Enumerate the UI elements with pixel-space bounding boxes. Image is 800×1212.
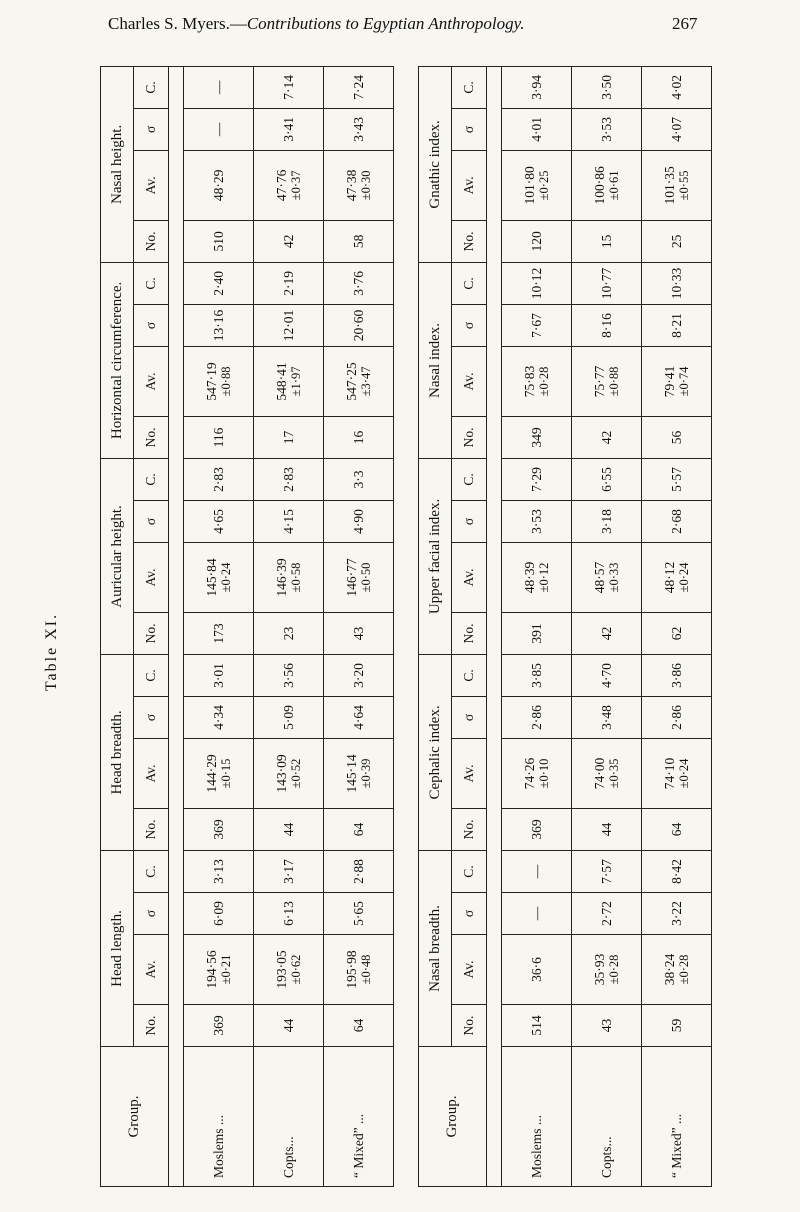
- cell-sigma: 3·53: [572, 108, 642, 150]
- cell-sigma: 2·86: [502, 696, 572, 738]
- average-value: 47·38: [343, 169, 359, 202]
- average-value: 193·05: [273, 950, 289, 989]
- column-header-sigma: σ: [451, 696, 486, 738]
- cell-average: [184, 150, 254, 220]
- cell-coefficient: 2·40: [184, 262, 254, 304]
- right-table: [418, 66, 712, 1187]
- column-header-no: No.: [451, 1005, 486, 1047]
- cell-average: [254, 150, 324, 220]
- section-header: Gnathic index.: [419, 66, 452, 262]
- cell-sigma: 5·65: [324, 893, 394, 935]
- cell-coefficient: 7·57: [572, 850, 642, 892]
- probable-error: ±0·24: [676, 562, 691, 593]
- column-header-no: No.: [133, 1005, 168, 1047]
- cell-sigma: 4·34: [184, 696, 254, 738]
- cell-sigma: 3·48: [572, 696, 642, 738]
- cell-sigma: 4·90: [324, 500, 394, 542]
- table-row: [184, 66, 254, 1186]
- article-title: Contributions to Egyptian Anthropology.: [246, 14, 525, 33]
- cell-average: [502, 542, 572, 612]
- column-header-av: Av.: [133, 346, 168, 416]
- cell-average: [572, 542, 642, 612]
- cell-sigma: 12·01: [254, 304, 324, 346]
- column-header-av: Av.: [133, 738, 168, 808]
- group-header: Group.: [419, 1047, 487, 1187]
- cell-average: [184, 738, 254, 808]
- cell-coefficient: 3·85: [502, 654, 572, 696]
- cell-average: [572, 935, 642, 1005]
- cell-coefficient: —: [184, 66, 254, 108]
- cell-sigma: 8·21: [642, 304, 712, 346]
- cell-average: [502, 935, 572, 1005]
- cell-no: 58: [324, 220, 394, 262]
- table-row: [642, 66, 712, 1186]
- cell-average: [572, 150, 642, 220]
- cell-sigma: 4·64: [324, 696, 394, 738]
- cell-sigma: 6·13: [254, 893, 324, 935]
- cell-average: [184, 542, 254, 612]
- group-name: Moslems ...: [502, 1047, 572, 1187]
- cell-no: 16: [324, 416, 394, 458]
- column-header-c: C.: [133, 66, 168, 108]
- average-value: 36·6: [528, 957, 544, 982]
- left-table-wrap: [100, 66, 394, 1187]
- average-value: 47·76: [273, 169, 289, 202]
- section-header: Head breadth.: [101, 654, 134, 850]
- probable-error: ±0·50: [358, 562, 373, 593]
- probable-error: ±0·88: [606, 366, 621, 397]
- average-value: 74·10: [661, 757, 677, 790]
- cell-no: 510: [184, 220, 254, 262]
- probable-error: ±0·21: [218, 954, 233, 985]
- table-caption: Table XI.: [43, 612, 60, 692]
- cell-no: 42: [572, 416, 642, 458]
- probable-error: ±0·24: [676, 758, 691, 789]
- average-value: 145·84: [203, 558, 219, 597]
- cell-average: [642, 150, 712, 220]
- average-value: 101·80: [521, 166, 537, 205]
- section-header: Nasal breadth.: [419, 850, 452, 1046]
- cell-no: 116: [184, 416, 254, 458]
- group-name: Moslems ...: [184, 1047, 254, 1187]
- author-name: Charles S. Myers.: [108, 14, 230, 33]
- cell-sigma: 2·72: [572, 893, 642, 935]
- average-value: 146·39: [273, 558, 289, 597]
- cell-sigma: 3·18: [572, 500, 642, 542]
- section-header: Nasal index.: [419, 262, 452, 458]
- cell-average: [324, 150, 394, 220]
- average-value: 48·57: [591, 561, 607, 594]
- cell-no: 23: [254, 612, 324, 654]
- probable-error: ±0·74: [676, 366, 691, 397]
- column-header-c: C.: [451, 654, 486, 696]
- cell-no: 43: [324, 612, 394, 654]
- cell-no: 43: [572, 1005, 642, 1047]
- cell-sigma: 2·86: [642, 696, 712, 738]
- table-row: [502, 66, 572, 1186]
- cell-average: [254, 935, 324, 1005]
- column-header-av: Av.: [133, 935, 168, 1005]
- cell-coefficient: 3·3: [324, 458, 394, 500]
- column-header-c: C.: [451, 458, 486, 500]
- column-header-no: No.: [451, 220, 486, 262]
- cell-sigma: 3·41: [254, 108, 324, 150]
- column-header-c: C.: [451, 66, 486, 108]
- column-header-av: Av.: [451, 738, 486, 808]
- cell-coefficient: 7·14: [254, 66, 324, 108]
- cell-average: [642, 346, 712, 416]
- section-header: Auricular height.: [101, 458, 134, 654]
- column-header-av: Av.: [133, 150, 168, 220]
- page-header: [0, 0, 800, 60]
- column-header-c: C.: [133, 262, 168, 304]
- cell-no: 514: [502, 1005, 572, 1047]
- cell-average: [254, 738, 324, 808]
- cell-no: 64: [324, 808, 394, 850]
- average-value: 144·29: [203, 754, 219, 793]
- column-header-c: C.: [133, 458, 168, 500]
- cell-coefficient: 2·19: [254, 262, 324, 304]
- column-header-sigma: σ: [451, 108, 486, 150]
- table-row: [324, 66, 394, 1186]
- cell-coefficient: 4·02: [642, 66, 712, 108]
- cell-average: [254, 346, 324, 416]
- cell-sigma: 13·16: [184, 304, 254, 346]
- cell-average: [642, 738, 712, 808]
- average-value: 38·24: [661, 953, 677, 986]
- cell-sigma: 20·60: [324, 304, 394, 346]
- running-head: Charles S. Myers.—Contributions to Egyptian Anthropology.: [108, 14, 525, 33]
- cell-coefficient: 3·20: [324, 654, 394, 696]
- column-header-av: Av.: [451, 542, 486, 612]
- probable-error: ±1·97: [288, 366, 303, 397]
- column-header-av: Av.: [133, 542, 168, 612]
- group-header: Group.: [101, 1047, 169, 1187]
- cell-coefficient: 8·42: [642, 850, 712, 892]
- cell-no: 17: [254, 416, 324, 458]
- cell-no: 44: [254, 808, 324, 850]
- cell-average: [324, 935, 394, 1005]
- spacer-row: [168, 66, 183, 1186]
- spacer-row: [486, 66, 501, 1186]
- cell-coefficient: 6·55: [572, 458, 642, 500]
- cell-coefficient: 7·29: [502, 458, 572, 500]
- cell-no: 64: [642, 808, 712, 850]
- cell-average: [642, 542, 712, 612]
- table-row: [572, 66, 642, 1186]
- cell-sigma: 3·22: [642, 893, 712, 935]
- cell-no: 369: [184, 1005, 254, 1047]
- probable-error: ±0·30: [358, 170, 373, 201]
- probable-error: ±0·52: [288, 758, 303, 789]
- cell-coefficient: —: [502, 850, 572, 892]
- cell-no: 59: [642, 1005, 712, 1047]
- column-header-no: No.: [133, 808, 168, 850]
- average-value: 143·09: [273, 754, 289, 793]
- column-header-sigma: σ: [451, 500, 486, 542]
- group-name: Copts...: [572, 1047, 642, 1187]
- probable-error: ±0·62: [288, 954, 303, 985]
- probable-error: ±0·28: [676, 954, 691, 985]
- column-header-sigma: σ: [133, 108, 168, 150]
- probable-error: ±0·12: [536, 562, 551, 593]
- probable-error: ±0·24: [218, 562, 233, 593]
- section-header: Cephalic index.: [419, 654, 452, 850]
- average-value: 35·93: [591, 953, 607, 986]
- column-header-no: No.: [133, 220, 168, 262]
- cell-no: 62: [642, 612, 712, 654]
- cell-coefficient: 10·77: [572, 262, 642, 304]
- average-value: 547·25: [343, 362, 359, 401]
- average-value: 547·19: [203, 362, 219, 401]
- average-value: 100·86: [591, 166, 607, 205]
- cell-coefficient: 3·01: [184, 654, 254, 696]
- cell-coefficient: 2·88: [324, 850, 394, 892]
- probable-error: ±0·61: [606, 170, 621, 201]
- cell-coefficient: 3·94: [502, 66, 572, 108]
- probable-error: ±0·58: [288, 562, 303, 593]
- column-header-no: No.: [451, 612, 486, 654]
- cell-sigma: 5·09: [254, 696, 324, 738]
- cell-no: 391: [502, 612, 572, 654]
- average-value: 74·26: [521, 757, 537, 790]
- cell-sigma: 8·16: [572, 304, 642, 346]
- cell-coefficient: 2·83: [254, 458, 324, 500]
- average-value: 194·56: [203, 950, 219, 989]
- column-header-sigma: σ: [451, 304, 486, 346]
- cell-no: 120: [502, 220, 572, 262]
- cell-sigma: 2·68: [642, 500, 712, 542]
- cell-average: [572, 346, 642, 416]
- column-header-c: C.: [133, 654, 168, 696]
- cell-no: 64: [324, 1005, 394, 1047]
- probable-error: ±0·10: [536, 758, 551, 789]
- probable-error: ±0·28: [606, 954, 621, 985]
- average-value: 101·35: [661, 166, 677, 205]
- column-header-no: No.: [451, 416, 486, 458]
- section-header: Upper facial index.: [419, 458, 452, 654]
- column-header-sigma: σ: [451, 893, 486, 935]
- cell-sigma: 6·09: [184, 893, 254, 935]
- cell-no: 369: [502, 808, 572, 850]
- cell-no: 56: [642, 416, 712, 458]
- column-header-no: No.: [451, 808, 486, 850]
- average-value: 75·77: [591, 365, 607, 398]
- column-header-c: C.: [451, 262, 486, 304]
- cell-no: 349: [502, 416, 572, 458]
- cell-sigma: —: [502, 893, 572, 935]
- probable-error: ±0·55: [676, 170, 691, 201]
- cell-coefficient: 10·33: [642, 262, 712, 304]
- column-header-sigma: σ: [133, 500, 168, 542]
- average-value: 79·41: [661, 365, 677, 398]
- column-header-sigma: σ: [133, 304, 168, 346]
- cell-no: 15: [572, 220, 642, 262]
- cell-average: [502, 738, 572, 808]
- cell-sigma: 4·15: [254, 500, 324, 542]
- column-header-av: Av.: [451, 150, 486, 220]
- table-row: [254, 66, 324, 1186]
- left-table: [100, 66, 394, 1187]
- section-header: Horizontal circumference.: [101, 262, 134, 458]
- right-table-wrap: [418, 66, 712, 1187]
- column-header-av: Av.: [451, 935, 486, 1005]
- cell-no: 42: [572, 612, 642, 654]
- cell-coefficient: 10·12: [502, 262, 572, 304]
- section-header: Nasal height.: [101, 66, 134, 262]
- column-header-sigma: σ: [133, 893, 168, 935]
- column-header-sigma: σ: [133, 696, 168, 738]
- cell-sigma: 4·07: [642, 108, 712, 150]
- probable-error: ±0·88: [218, 366, 233, 397]
- page-number: 267: [672, 14, 698, 33]
- cell-average: [254, 542, 324, 612]
- cell-coefficient: 3·76: [324, 262, 394, 304]
- average-value: 48·39: [521, 561, 537, 594]
- probable-error: ±0·28: [536, 366, 551, 397]
- column-header-c: C.: [133, 850, 168, 892]
- group-name: Copts...: [254, 1047, 324, 1187]
- cell-average: [502, 150, 572, 220]
- average-value: 75·83: [521, 365, 537, 398]
- cell-sigma: 7·67: [502, 304, 572, 346]
- probable-error: ±0·39: [358, 758, 373, 789]
- column-header-c: C.: [451, 850, 486, 892]
- cell-sigma: —: [184, 108, 254, 150]
- cell-coefficient: 3·13: [184, 850, 254, 892]
- cell-average: [324, 738, 394, 808]
- probable-error: ±0·35: [606, 758, 621, 789]
- cell-average: [184, 935, 254, 1005]
- average-value: 48·12: [661, 561, 677, 594]
- cell-coefficient: 3·56: [254, 654, 324, 696]
- cell-coefficient: 3·86: [642, 654, 712, 696]
- cell-sigma: 4·01: [502, 108, 572, 150]
- cell-average: [184, 346, 254, 416]
- average-value: 146·77: [343, 558, 359, 597]
- cell-coefficient: 3·50: [572, 66, 642, 108]
- probable-error: ±0·48: [358, 954, 373, 985]
- cell-sigma: 4·65: [184, 500, 254, 542]
- average-value: 548·41: [273, 362, 289, 401]
- probable-error: ±0·37: [288, 170, 303, 201]
- cell-no: 44: [572, 808, 642, 850]
- cell-average: [642, 935, 712, 1005]
- cell-coefficient: 7·24: [324, 66, 394, 108]
- probable-error: ±0·15: [218, 758, 233, 789]
- cell-average: [324, 346, 394, 416]
- column-header-no: No.: [133, 612, 168, 654]
- probable-error: ±0·33: [606, 562, 621, 593]
- cell-sigma: 3·53: [502, 500, 572, 542]
- cell-average: [502, 346, 572, 416]
- average-value: 74·00: [591, 757, 607, 790]
- cell-sigma: 3·43: [324, 108, 394, 150]
- average-value: 145·14: [343, 754, 359, 793]
- cell-average: [324, 542, 394, 612]
- average-value: 195·98: [343, 950, 359, 989]
- cell-average: [572, 738, 642, 808]
- column-header-no: No.: [133, 416, 168, 458]
- cell-no: 44: [254, 1005, 324, 1047]
- cell-no: 369: [184, 808, 254, 850]
- column-header-av: Av.: [451, 346, 486, 416]
- cell-coefficient: 4·70: [572, 654, 642, 696]
- cell-no: 25: [642, 220, 712, 262]
- section-header: Head length.: [101, 850, 134, 1046]
- group-name: “ Mixed” ...: [642, 1047, 712, 1187]
- group-name: “ Mixed” ...: [324, 1047, 394, 1187]
- cell-no: 42: [254, 220, 324, 262]
- cell-coefficient: 3·17: [254, 850, 324, 892]
- average-value: 48·29: [210, 169, 226, 202]
- probable-error: ±3·47: [358, 366, 373, 397]
- probable-error: ±0·25: [536, 170, 551, 201]
- cell-no: 173: [184, 612, 254, 654]
- cell-coefficient: 5·57: [642, 458, 712, 500]
- cell-coefficient: 2·83: [184, 458, 254, 500]
